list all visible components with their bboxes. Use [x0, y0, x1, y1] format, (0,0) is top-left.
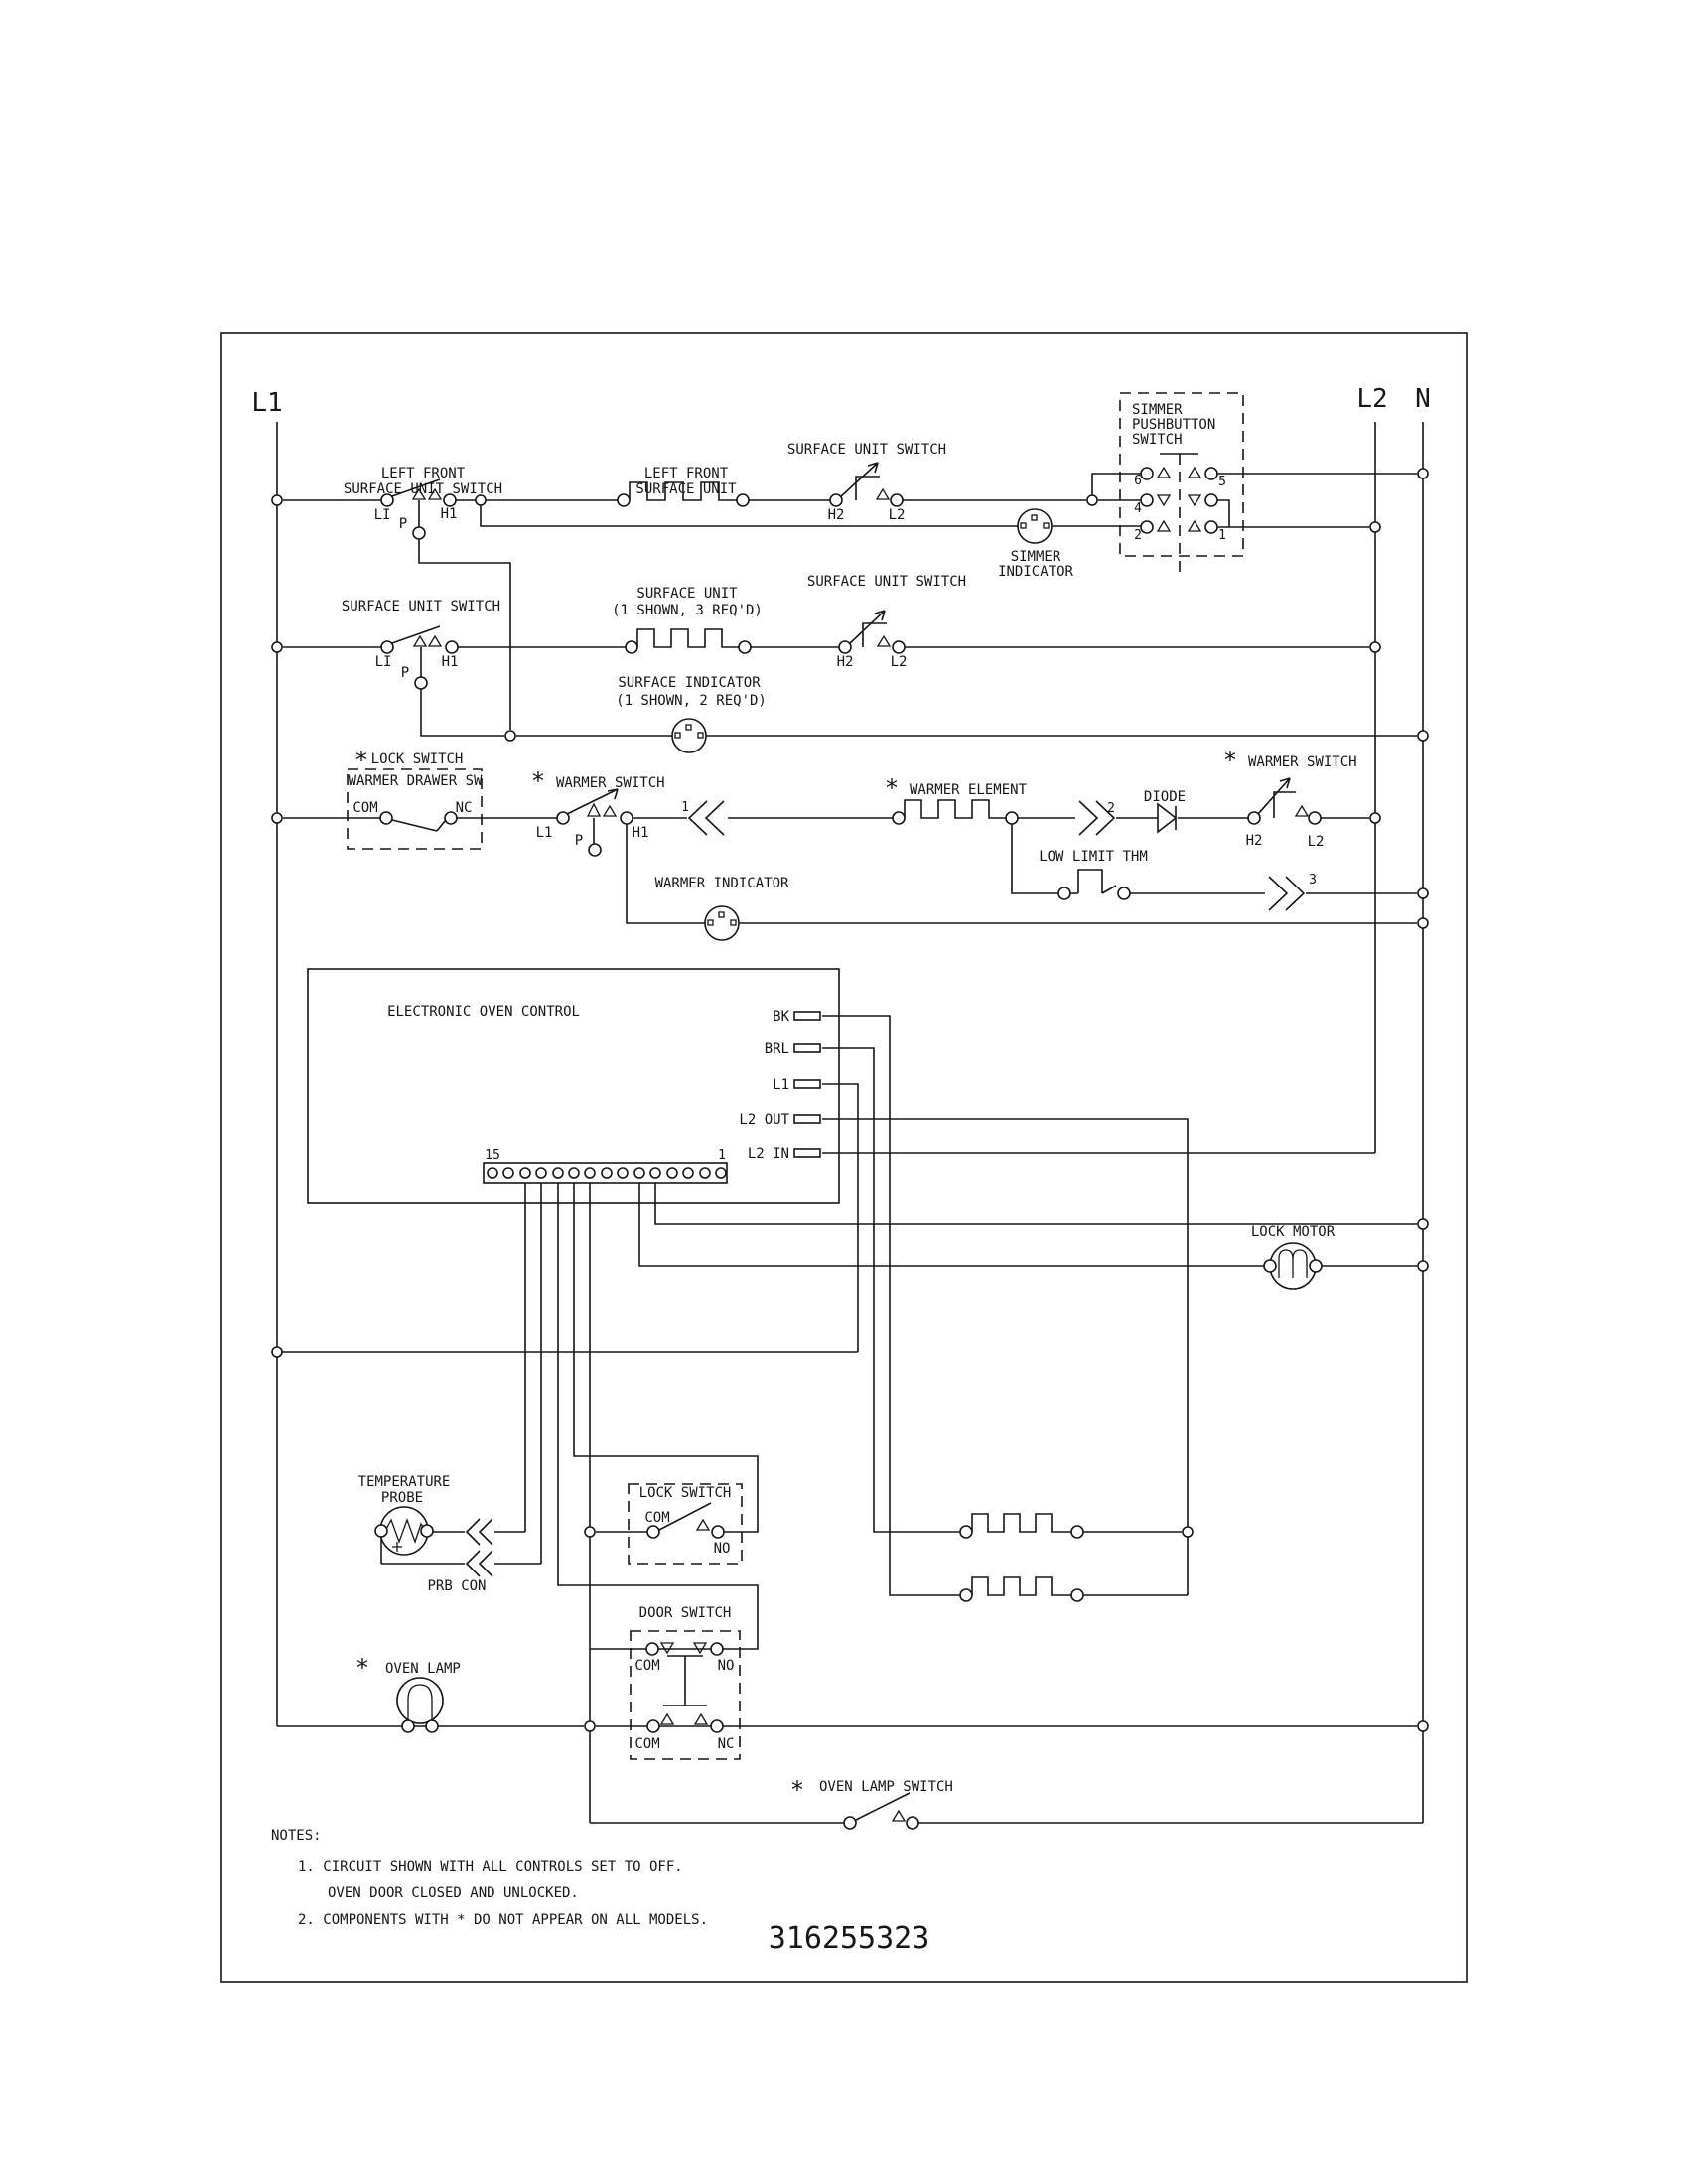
label-r1-l2: L2 [888, 507, 906, 523]
label-r2-l2: L2 [890, 654, 908, 670]
warmer-indicator-symbol [705, 906, 739, 940]
label-surface-unit-1: SURFACE UNIT [636, 586, 738, 602]
label-eoc-title: ELECTRONIC OVEN CONTROL [387, 1004, 580, 1020]
label-ast-oven-lamp: * [354, 1654, 370, 1682]
label-chev-2: 2 [1107, 801, 1115, 816]
pin-wire-lock-no [574, 1183, 758, 1532]
contact-triangles [413, 468, 1308, 1821]
label-r3-p: P [574, 833, 584, 849]
label-tab-l2-in: L2 IN [747, 1146, 789, 1161]
label-note-1: 1. CIRCUIT SHOWN WITH ALL CONTROLS SET TO OFF. [298, 1859, 683, 1875]
label-r1-p: P [398, 516, 408, 532]
label-r1-h1: H1 [440, 506, 458, 522]
label-lock-switch-2: LOCK SWITCH [638, 1485, 732, 1501]
label-r2-p: P [400, 665, 410, 681]
label-lock2-no: NO [713, 1541, 731, 1557]
label-r3-l2: L2 [1307, 834, 1325, 850]
warmer-element-resistor [905, 800, 1006, 818]
label-prb-con: PRB CON [427, 1578, 487, 1594]
surface-unit-circuit [283, 611, 1417, 736]
surface-unit-resistor [637, 629, 739, 647]
diode-symbol [1116, 804, 1248, 832]
label-wds-nc: NC [455, 800, 473, 816]
tab-l2-out-symbol [794, 1115, 820, 1123]
label-r1-li: LI [373, 507, 391, 523]
label-simmer-ind-2: INDICATOR [998, 564, 1073, 580]
label-term-2: 2 [1134, 528, 1142, 543]
label-ast-warmer-sw2: * [1222, 747, 1238, 774]
label-surface-ind-1: SURFACE INDICATOR [618, 675, 761, 691]
label-chev-1: 1 [681, 800, 689, 815]
label-r3-h2: H2 [1245, 833, 1263, 849]
label-note-3: 2. COMPONENTS WITH * DO NOT APPEAR ON ALL MODELS. [298, 1912, 709, 1928]
label-r2-h1: H1 [441, 654, 459, 670]
label-left-front-unit: SURFACE UNIT [635, 481, 737, 497]
tab-l1-symbol [794, 1080, 820, 1088]
tab-l2-in-symbol [794, 1149, 820, 1157]
label-warmer-switch-1: WARMER SWITCH [556, 775, 665, 791]
oven-lamp-circuit [277, 1678, 1423, 1823]
bake-element-resistor [972, 1577, 1071, 1595]
label-door-switch: DOOR SWITCH [638, 1605, 732, 1621]
label-sus-row2-right: SURFACE UNIT SWITCH [806, 574, 967, 590]
label-sus-row2-left: SURFACE UNIT SWITCH [341, 599, 501, 614]
label-lock2-com: COM [644, 1510, 670, 1526]
lock-motor-symbol [1270, 1243, 1316, 1289]
label-door-no: NO [717, 1658, 735, 1674]
label-tab-l2-out: L2 OUT [739, 1112, 789, 1128]
label-pin-15: 15 [485, 1148, 500, 1162]
eoc-connector-pins [488, 1168, 726, 1178]
label-warmer-drawer-sw: WARMER DRAWER SW [348, 773, 483, 789]
label-surface-unit-2: (1 SHOWN, 3 REQ'D) [612, 603, 763, 618]
label-door-nc: NC [717, 1736, 735, 1752]
label-door-com-2: COM [634, 1736, 660, 1752]
label-temp-1: TEMPERATURE [357, 1474, 451, 1490]
label-oven-lamp: OVEN LAMP [385, 1661, 461, 1677]
label-simmer-1: SIMMER [1132, 402, 1183, 418]
probe-disconnect-b [467, 1551, 492, 1576]
label-term-5: 5 [1218, 475, 1226, 489]
label-left-front-1: LEFT FRONT [380, 466, 466, 481]
surface-indicator-symbol [672, 719, 706, 752]
label-ast-lamp-switch: * [789, 1776, 805, 1804]
brl-wire [822, 1048, 960, 1532]
label-warmer-indicator: WARMER INDICATOR [654, 876, 789, 891]
label-term-4: 4 [1134, 501, 1142, 516]
label-note-2: OVEN DOOR CLOSED AND UNLOCKED. [328, 1885, 579, 1901]
pin-wire-door-no [558, 1183, 758, 1649]
tab-bk-symbol [794, 1012, 820, 1020]
label-wds-com: COM [352, 800, 378, 816]
label-r3-h1: H1 [632, 825, 649, 841]
label-term-6: 6 [1134, 474, 1142, 488]
label-r3-l1: L1 [535, 825, 553, 841]
label-ast-lock: * [353, 747, 369, 774]
label-simmer-3: SWITCH [1132, 432, 1183, 448]
terminals [375, 468, 1322, 1829]
label-oven-lamp-switch: OVEN LAMP SWITCH [819, 1779, 953, 1795]
label-diode: DIODE [1143, 789, 1187, 805]
label-lock-switch-label: LOCK SWITCH [370, 751, 464, 767]
bk-wire [822, 1016, 960, 1595]
label-r1-h2: H2 [827, 507, 845, 523]
label-simmer-2: PUSHBUTTON [1132, 417, 1216, 433]
label-tab-bk: BK [773, 1009, 789, 1024]
label-ast-warmer-el: * [884, 774, 900, 802]
label-notes-title: NOTES: [271, 1828, 322, 1843]
label-surface-ind-2: (1 SHOWN, 2 REQ'D) [616, 693, 767, 709]
label-door-com-1: COM [634, 1658, 660, 1674]
label-lock-motor: LOCK MOTOR [1250, 1224, 1336, 1240]
label-temp-2: PROBE [380, 1490, 424, 1506]
l2-out-wire [822, 1119, 1188, 1595]
label-part-number: 316255323 [768, 1921, 930, 1956]
tab-brl-symbol [794, 1044, 820, 1052]
label-chev-3: 3 [1309, 873, 1317, 887]
broil-element-resistor [972, 1514, 1071, 1532]
label-l2-top: L2 [1356, 384, 1388, 414]
label-simmer-ind-1: SIMMER [1010, 549, 1061, 565]
disconnect-3 [1269, 877, 1417, 910]
label-left-front-2: LEFT FRONT [643, 466, 729, 481]
disconnect-1 [689, 801, 724, 835]
label-l1-top: L1 [251, 388, 283, 418]
label-tab-l1: L1 [773, 1077, 789, 1093]
oven-lamp-switch-symbol [590, 1793, 1423, 1823]
probe-disconnect-a [467, 1519, 492, 1545]
label-r2-h2: H2 [836, 654, 854, 670]
electronic-oven-control [277, 969, 1417, 1823]
label-pin-1: 1 [718, 1148, 726, 1162]
label-ast-warmer-sw1: * [530, 767, 546, 795]
label-low-limit-thm: LOW LIMIT THM [1039, 849, 1148, 865]
simmer-indicator-symbol [1018, 509, 1052, 543]
label-warmer-element: WARMER ELEMENT [910, 782, 1028, 798]
label-r2-li: LI [374, 654, 392, 670]
label-n-top: N [1415, 384, 1431, 414]
label-left-front-switch: SURFACE UNIT SWITCH [343, 481, 503, 497]
label-term-1: 1 [1218, 528, 1226, 543]
warmer-indicator-line [627, 824, 1417, 923]
label-warmer-switch-2: WARMER SWITCH [1248, 754, 1357, 770]
label-tab-brl: BRL [764, 1041, 789, 1057]
label-sus-row1: SURFACE UNIT SWITCH [786, 442, 947, 458]
